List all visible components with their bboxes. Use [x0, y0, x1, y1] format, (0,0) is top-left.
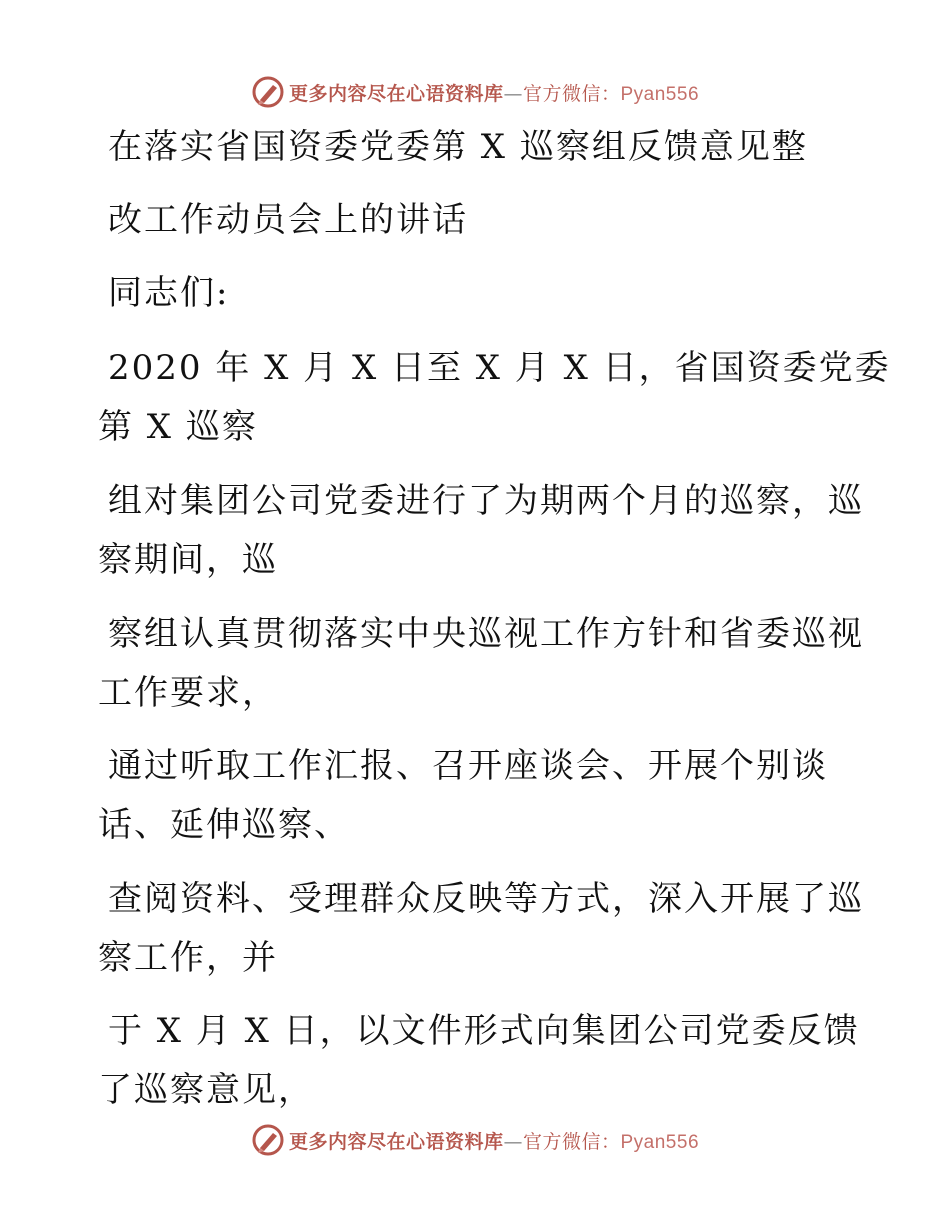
paragraph-line: 查阅资料、受理群众反映等方式，深入开展了巡 — [108, 879, 864, 919]
paragraph-line: 2020 年 X 月 X 日至 X 月 X 日，省国资委党委 — [108, 348, 891, 388]
paragraph-line: 通过听取工作汇报、召开座谈会、开展个别谈 — [108, 746, 828, 786]
paragraph-line: 组对集团公司党委进行了为期两个月的巡察，巡 — [108, 481, 864, 521]
banner-dash: — — [503, 82, 523, 105]
banner-wechat-id: Pyan556 — [620, 83, 700, 105]
pen-logo-icon — [251, 75, 285, 109]
title-line-1: 在落实省国资委党委第 X 巡察组反馈意见整 — [108, 127, 808, 167]
paragraph-line: 了巡察意见， — [98, 1070, 314, 1110]
banner-brand-text: 更多内容尽在心语资料库 — [288, 82, 504, 105]
paragraph-line: 察组认真贯彻落实中央巡视工作方针和省委巡视 — [108, 614, 864, 654]
banner-brand-text: 更多内容尽在心语资料库 — [288, 1130, 504, 1153]
banner-wechat-label: 官方微信： — [522, 82, 621, 105]
paragraph-line: 察工作，并 — [98, 938, 278, 978]
header-watermark-banner — [0, 72, 950, 112]
banner-dash: — — [503, 1130, 523, 1153]
pen-logo-icon — [251, 1123, 285, 1157]
title-line-2: 改工作动员会上的讲话 — [108, 200, 468, 240]
paragraph-line: 第 X 巡察 — [98, 407, 258, 447]
paragraph-line: 话、延伸巡察、 — [98, 805, 350, 845]
banner-wechat-id: Pyan556 — [620, 1131, 700, 1153]
banner-wechat-label: 官方微信： — [522, 1130, 621, 1153]
paragraph-line: 于 X 月 X 日，以文件形式向集团公司党委反馈 — [108, 1011, 860, 1051]
paragraph-line: 工作要求， — [98, 673, 278, 713]
paragraph-line: 察期间，巡 — [98, 540, 278, 580]
footer-watermark-banner — [0, 1120, 950, 1160]
salutation: 同志们: — [108, 273, 230, 313]
